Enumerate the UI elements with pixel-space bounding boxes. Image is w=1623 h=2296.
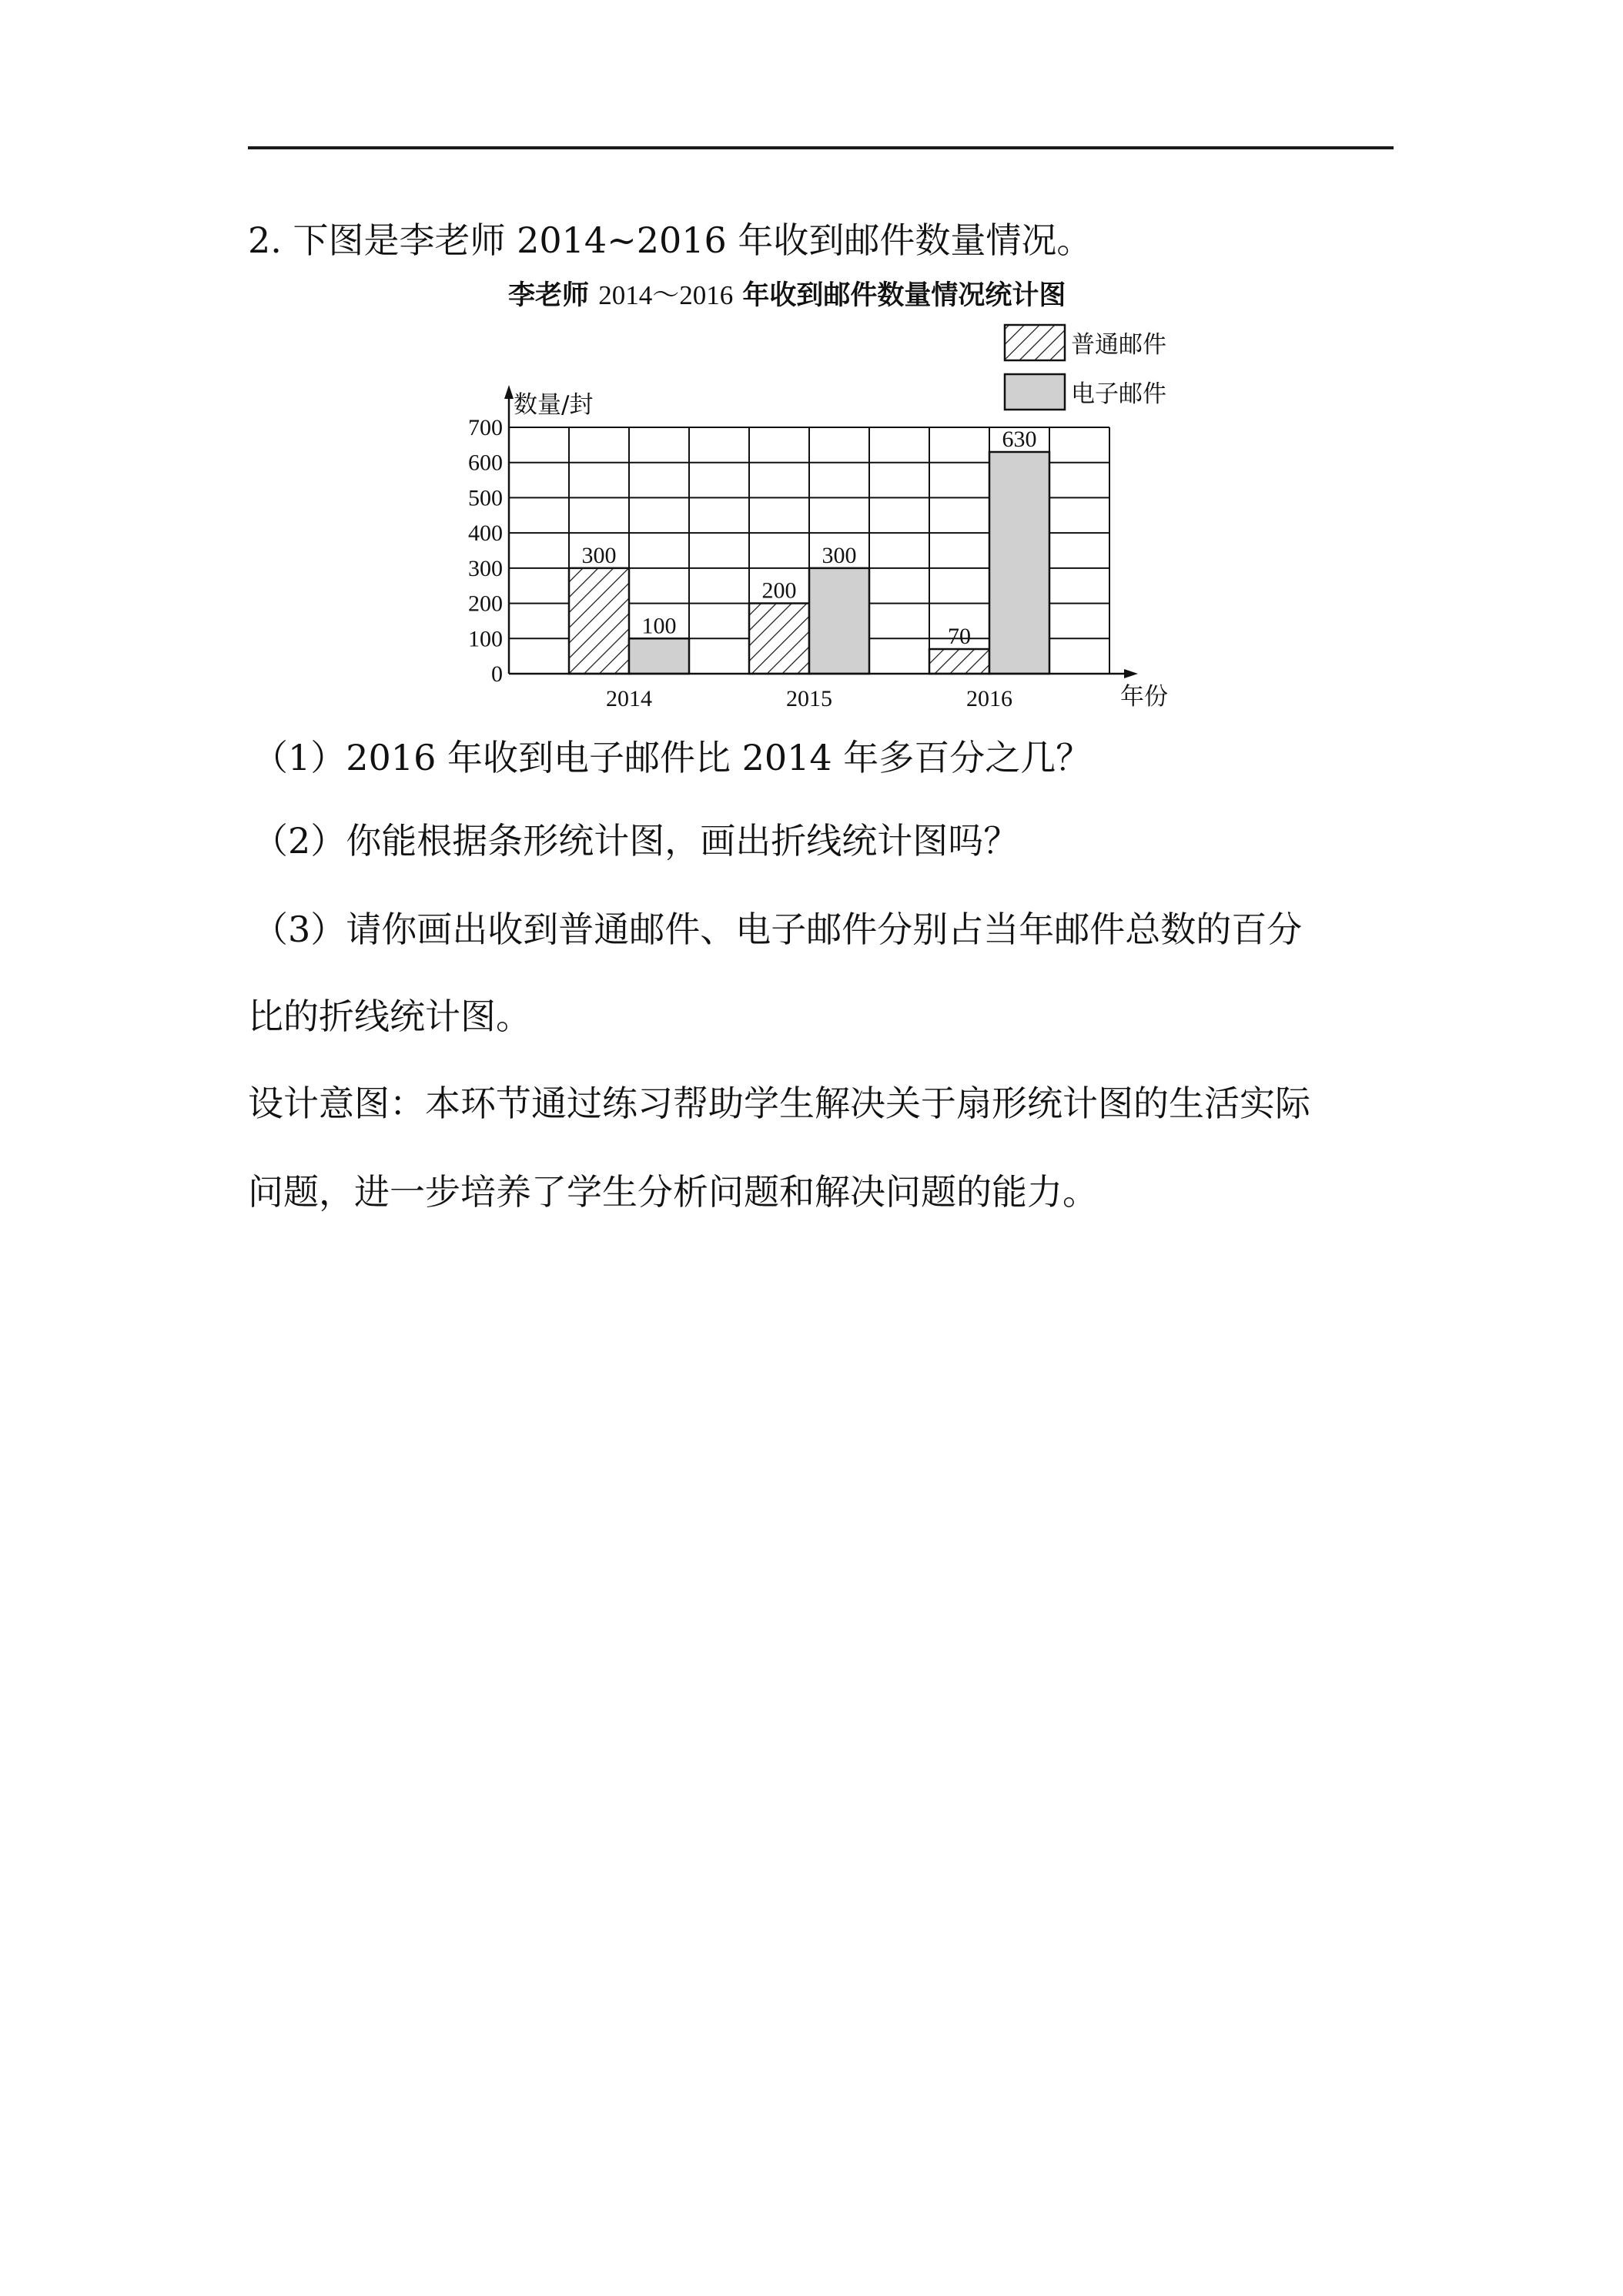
legend-label: 普通邮件 — [1071, 331, 1166, 359]
y-axis-label: 数量/封 — [514, 391, 594, 419]
bar-value-label: 300 — [822, 542, 857, 568]
y-tick-label: 500 — [468, 485, 503, 511]
y-axis-ticks — [468, 415, 503, 687]
question-1: （1）2016 年收到电子邮件比 2014 年多百分之几？ — [253, 737, 1092, 778]
mail-bar-chart — [431, 277, 1232, 724]
question-intro: 2. 下图是李老师 2014~2016 年收到邮件数量情况。 — [248, 219, 1093, 261]
bar-value-label: 630 — [1002, 427, 1037, 452]
bar-value-label: 100 — [641, 613, 677, 639]
bar-email — [629, 638, 689, 674]
question-3-line-1: （3）请你画出收到普通邮件、电子邮件分别占当年邮件总数的百分 — [253, 909, 1303, 950]
x-axis-arrow — [1124, 669, 1138, 678]
x-tick-label: 2015 — [786, 686, 832, 711]
bar-value-label: 200 — [761, 577, 797, 604]
x-axis-ticks — [606, 686, 1012, 711]
bar-ordinary-mail — [749, 604, 809, 674]
question-2: （2）你能根据条形统计图，画出折线统计图吗？ — [253, 820, 1019, 862]
bar-value-label: 70 — [948, 624, 971, 649]
x-tick-label: 2014 — [606, 686, 652, 711]
y-tick-label: 200 — [468, 591, 503, 617]
y-tick-label: 300 — [468, 555, 503, 581]
y-tick-label: 0 — [491, 661, 503, 687]
legend-label: 电子邮件 — [1071, 380, 1166, 408]
y-tick-label: 600 — [468, 450, 503, 476]
y-tick-label: 100 — [468, 626, 503, 652]
design-intent-line-1: 设计意图：本环节通过练习帮助学生解决关于扇形统计图的生活实际 — [248, 1083, 1310, 1124]
x-axis-label: 年份 — [1120, 683, 1168, 711]
y-tick-label: 400 — [468, 520, 503, 547]
chart-title: 李老师 2014～2016 年收到邮件数量情况统计图 — [508, 280, 1066, 311]
x-tick-label: 2016 — [966, 686, 1012, 711]
y-axis-arrow — [504, 385, 514, 399]
header-rule — [248, 146, 1394, 149]
chart-legend — [1005, 325, 1166, 410]
bar-value-label: 300 — [581, 542, 617, 568]
question-3-line-2: 比的折线统计图。 — [248, 996, 531, 1037]
y-tick-label: 700 — [468, 415, 503, 440]
bar-ordinary-mail — [929, 649, 989, 674]
legend-swatch-ordinary-mail — [1005, 325, 1065, 360]
design-intent-line-2: 问题，进一步培养了学生分析问题和解决问题的能力。 — [248, 1171, 1098, 1213]
bar-email — [809, 568, 869, 674]
bar-ordinary-mail — [569, 568, 629, 674]
legend-swatch-email — [1005, 374, 1065, 410]
bar-email — [989, 452, 1049, 674]
